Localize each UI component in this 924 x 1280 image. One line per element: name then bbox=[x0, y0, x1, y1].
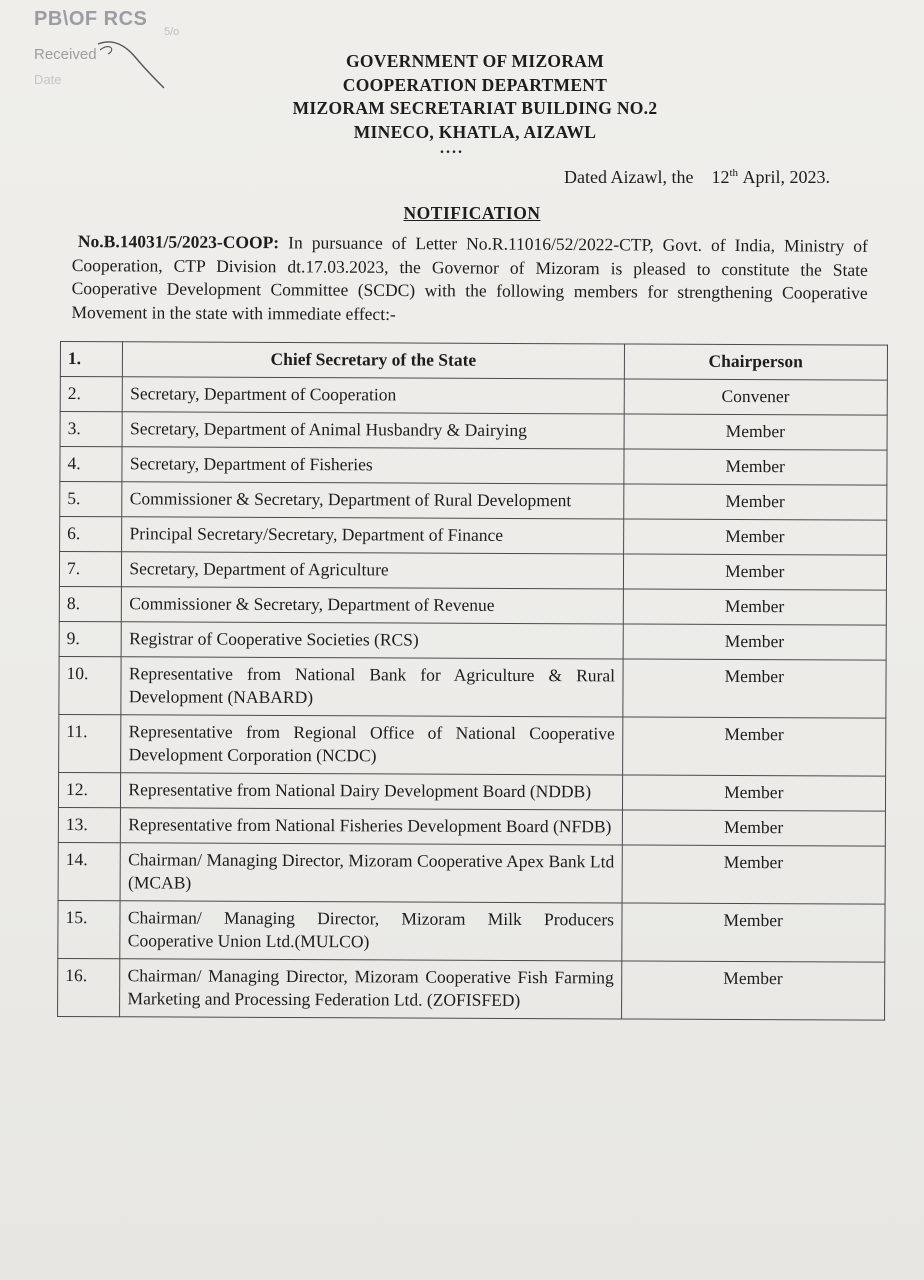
member-designation: Representative from National Bank for Agriculture & Rural Development (NABARD) bbox=[121, 657, 622, 717]
letterhead-building: MIZORAM SECRETARIAT BUILDING NO.2 bbox=[292, 98, 658, 118]
letterhead bbox=[200, 50, 750, 144]
member-serial: 9. bbox=[59, 621, 122, 656]
table-row bbox=[59, 552, 886, 591]
member-serial: 2. bbox=[60, 377, 123, 412]
member-designation: Commissioner & Secretary, Department of Revenue bbox=[122, 587, 623, 624]
table-row bbox=[59, 586, 886, 625]
member-serial: 11. bbox=[59, 714, 122, 772]
table-row bbox=[58, 900, 885, 962]
member-role: Member bbox=[622, 717, 886, 776]
date-day: 12 bbox=[711, 167, 730, 187]
notification-title: NOTIFICATION bbox=[403, 203, 541, 223]
member-role: Member bbox=[623, 519, 887, 555]
member-role: Member bbox=[623, 624, 887, 660]
member-serial: 10. bbox=[59, 656, 122, 714]
member-designation: Chairman/ Managing Director, Mizoram Cooperative Fish Farming Marketing and Processing Federation Ltd. (ZOFISFED) bbox=[120, 959, 621, 1019]
member-role: Member bbox=[621, 903, 885, 962]
member-serial: 5. bbox=[60, 482, 123, 517]
member-role: Member bbox=[624, 414, 888, 450]
member-role: Member bbox=[621, 961, 885, 1020]
member-role: Member bbox=[623, 554, 887, 590]
letterhead-department: COOPERATION DEPARTMENT bbox=[342, 74, 608, 95]
member-designation: Chief Secretary of the State bbox=[123, 342, 624, 379]
signature-scribble-icon bbox=[96, 36, 166, 91]
stamp-date: Date bbox=[34, 72, 62, 87]
member-designation: Registrar of Cooperative Societies (RCS) bbox=[122, 622, 623, 659]
letterhead-government: GOVERNMENT OF MIZORAM bbox=[345, 51, 605, 71]
table-row bbox=[59, 714, 886, 776]
table-row bbox=[60, 517, 887, 556]
member-designation: Representative from Regional Office of National Cooperative Development Corporation (NCDC) bbox=[121, 715, 622, 775]
date-line bbox=[564, 167, 830, 188]
member-serial: 14. bbox=[58, 842, 121, 900]
table-row bbox=[58, 958, 885, 1020]
stamp-received: Received bbox=[34, 46, 97, 63]
table-row bbox=[59, 656, 886, 718]
member-serial: 1. bbox=[60, 342, 123, 377]
member-designation: Secretary, Department of Agriculture bbox=[122, 552, 623, 589]
table-row bbox=[58, 842, 885, 904]
table-row bbox=[58, 807, 885, 846]
member-role: Member bbox=[622, 775, 886, 811]
date-prefix: Dated Aizawl, the bbox=[564, 167, 694, 187]
member-designation: Principal Secretary/Secretary, Department of Finance bbox=[122, 517, 623, 554]
table-row bbox=[59, 621, 886, 660]
member-designation: Representative from National Dairy Development Board (NDDB) bbox=[121, 773, 622, 810]
member-serial: 6. bbox=[60, 517, 123, 552]
table-row bbox=[60, 342, 887, 381]
member-role: Member bbox=[623, 449, 887, 485]
date-suffix: th bbox=[729, 167, 739, 179]
header-dots: .... bbox=[440, 140, 464, 157]
received-stamp bbox=[34, 6, 184, 96]
letterhead-address: MINECO, KHATLA, AIZAWL bbox=[353, 121, 597, 142]
stamp-office: PB\OF RCS bbox=[34, 8, 148, 30]
member-designation: Chairman/ Managing Director, Mizoram Cooperative Apex Bank Ltd (MCAB) bbox=[120, 843, 621, 903]
members-table bbox=[57, 341, 888, 1021]
member-serial: 12. bbox=[58, 772, 121, 807]
member-designation: Secretary, Department of Cooperation bbox=[123, 377, 624, 414]
table-row bbox=[60, 447, 887, 486]
member-role: Convener bbox=[624, 379, 888, 415]
member-serial: 16. bbox=[58, 958, 121, 1016]
table-row bbox=[58, 772, 885, 811]
member-role: Chairperson bbox=[624, 344, 888, 380]
member-serial: 13. bbox=[58, 807, 121, 842]
member-serial: 3. bbox=[60, 412, 123, 447]
notification-text: In pursuance of Letter No.R.11016/52/2022-CTP, Govt. of India, Ministry of Cooperation, CTP Division dt.17.03.2023, the Governor of Mizoram is pleased to constitute the State Cooperative Development Committee (SCDC) with the following members for strengthening Cooperative Movement in the state with immediate effect:- bbox=[71, 232, 868, 324]
member-role: Member bbox=[622, 845, 886, 904]
table-row bbox=[60, 377, 887, 416]
member-role: Member bbox=[623, 589, 887, 625]
member-serial: 8. bbox=[59, 586, 122, 621]
member-serial: 4. bbox=[60, 447, 123, 482]
stamp-note: 5/o bbox=[164, 26, 180, 38]
member-serial: 15. bbox=[58, 900, 121, 958]
table-row bbox=[60, 482, 887, 521]
member-role: Member bbox=[623, 484, 887, 520]
notification-paragraph bbox=[71, 230, 868, 329]
member-designation: Representative from National Fisheries Development Board (NFDB) bbox=[121, 808, 622, 845]
member-designation: Commissioner & Secretary, Department of Rural Development bbox=[122, 482, 623, 519]
table-row bbox=[60, 412, 887, 451]
member-designation: Secretary, Department of Fisheries bbox=[122, 447, 623, 484]
member-designation: Chairman/ Managing Director, Mizoram Milk Producers Cooperative Union Ltd.(MULCO) bbox=[120, 901, 621, 961]
date-rest: April, 2023. bbox=[742, 167, 831, 187]
member-designation: Secretary, Department of Animal Husbandry & Dairying bbox=[122, 412, 623, 449]
member-serial: 7. bbox=[59, 552, 122, 587]
notification-reference: No.B.14031/5/2023-COOP: bbox=[77, 231, 280, 253]
member-role: Member bbox=[622, 810, 886, 846]
member-role: Member bbox=[622, 659, 886, 718]
